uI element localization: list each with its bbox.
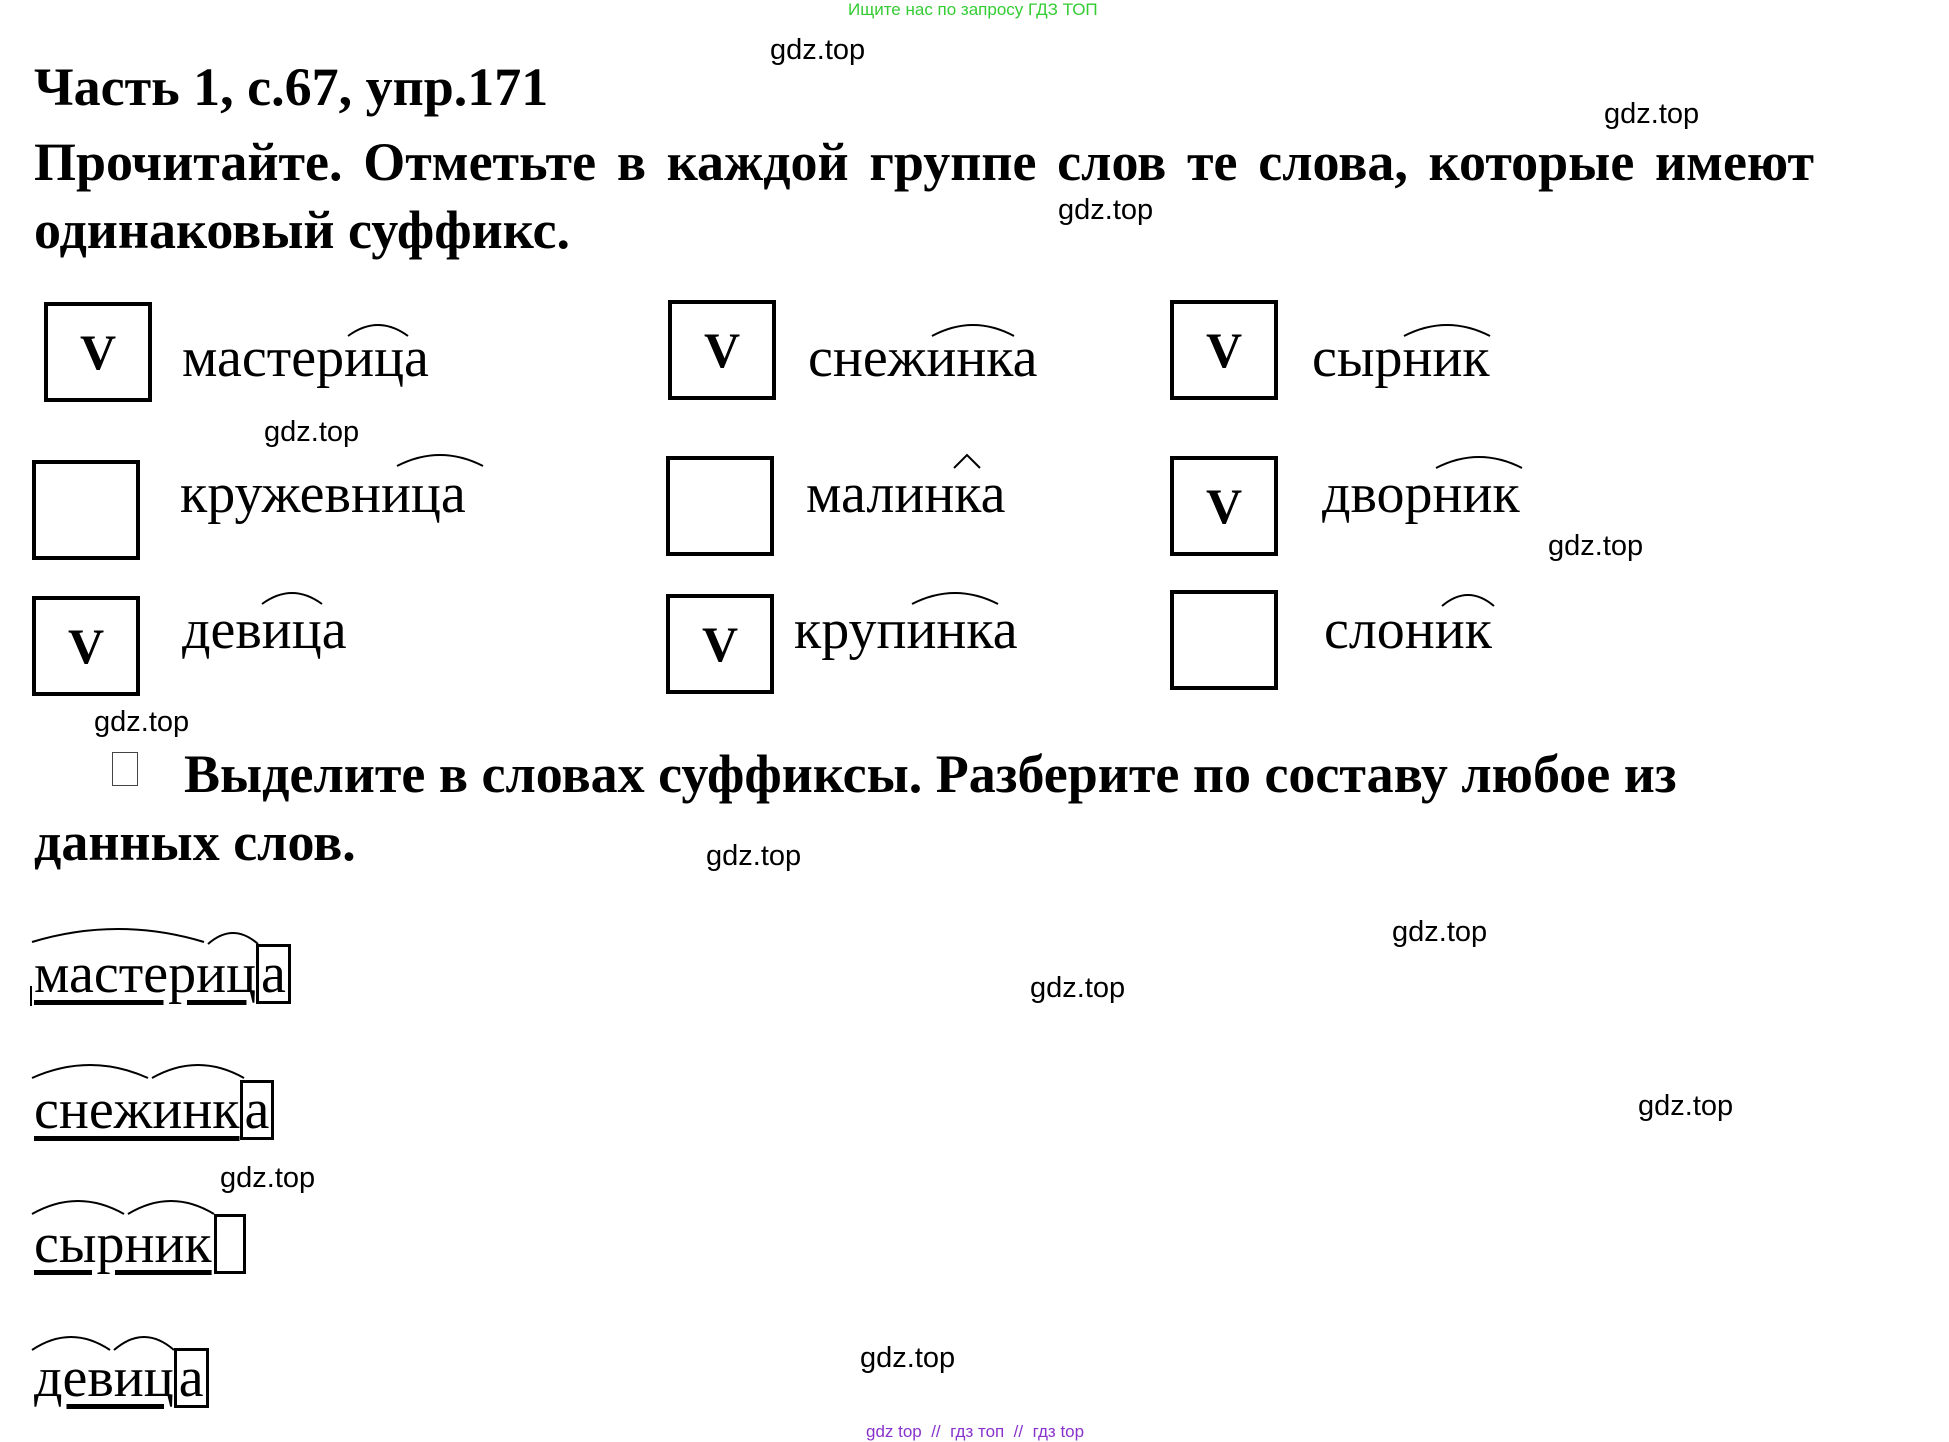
parsed-word-1	[34, 942, 291, 1006]
checkbox-dvornik[interactable]	[1170, 456, 1278, 556]
word-stem: снежинк	[34, 1079, 240, 1141]
word-slonik: слоник	[1324, 599, 1492, 661]
watermark: gdz.top	[94, 706, 190, 738]
word-snezhinka: снежинка	[808, 327, 1038, 389]
page-title: Часть 1, с.67, упр.171	[34, 57, 549, 117]
watermark: gdz.top	[1058, 194, 1154, 226]
word-ending: а	[174, 1348, 209, 1408]
check-mark: V	[79, 324, 117, 380]
watermark: gdz.top	[1548, 530, 1644, 562]
suffix-arc	[910, 586, 1000, 608]
suffix-arc	[395, 448, 485, 470]
suffix-arc	[346, 318, 410, 340]
checkbox-krupinka[interactable]	[666, 594, 774, 694]
base-underline	[28, 984, 38, 1010]
parsed-word-4	[34, 1346, 209, 1410]
word-dvornik: дворник	[1322, 463, 1520, 525]
watermark: gdz.top	[860, 1342, 956, 1374]
top-banner: Ищите нас по запросу ГДЗ ТОП	[848, 0, 1098, 19]
word-syrnik: сырник	[1312, 327, 1490, 389]
checkbox-kruzhevnitsa[interactable]	[32, 460, 140, 560]
word-ending: а	[256, 944, 291, 1004]
word-devitsa: девица	[182, 599, 347, 661]
word-ending	[214, 1214, 246, 1274]
word-stem: мастериц	[34, 943, 257, 1005]
check-mark: V	[67, 618, 105, 674]
word-malinka: малинка	[806, 463, 1006, 525]
watermark: gdz.top	[1604, 98, 1700, 130]
checkbox-slonik[interactable]	[1170, 590, 1278, 690]
word-stem: сырник	[34, 1213, 212, 1275]
suffix-arc	[260, 586, 324, 608]
suffix-arc	[1440, 588, 1496, 610]
word-ending: а	[240, 1080, 275, 1140]
watermark: gdz.top	[1392, 916, 1488, 948]
suffix-arc	[1434, 450, 1524, 472]
watermark: gdz.top	[770, 34, 866, 66]
parsed-word-2	[34, 1078, 274, 1142]
suffix-arc	[1402, 318, 1492, 340]
checkbox-malinka[interactable]	[666, 456, 774, 556]
suffix-arc	[930, 318, 1016, 340]
checkbox-masteritsa[interactable]	[44, 302, 152, 402]
watermark: gdz.top	[706, 840, 802, 872]
watermark: gdz.top	[1030, 972, 1126, 1004]
checkbox-syrnik[interactable]	[1170, 300, 1278, 400]
check-mark: V	[703, 322, 741, 378]
suffix-arc	[952, 452, 982, 470]
watermark: gdz.top	[220, 1162, 316, 1194]
word-kruzhevnitsa: кружевница	[180, 463, 466, 525]
checkbox-devitsa[interactable]	[32, 596, 140, 696]
check-mark: V	[1205, 478, 1243, 534]
check-mark: V	[701, 616, 739, 672]
word-stem: девиц	[34, 1347, 174, 1409]
check-mark: V	[1205, 322, 1243, 378]
word-masteritsa: мастерица	[182, 327, 429, 389]
instruction-text: Прочитайте. Отметьте в каждой группе слов те слова, которые имеют одинаковый суффикс.	[34, 132, 1814, 260]
word-krupinka: крупинка	[794, 599, 1018, 661]
watermark: gdz.top	[1638, 1090, 1734, 1122]
footer-links: gdz top // гдз топ // гдз top	[866, 1422, 1085, 1441]
checkbox-snezhinka[interactable]	[668, 300, 776, 400]
watermark: gdz.top	[264, 416, 360, 448]
parsed-word-3	[34, 1212, 246, 1276]
task2-text: Выделите в словах суффиксы. Разберите по составу любое из данных слов.	[34, 744, 1677, 872]
